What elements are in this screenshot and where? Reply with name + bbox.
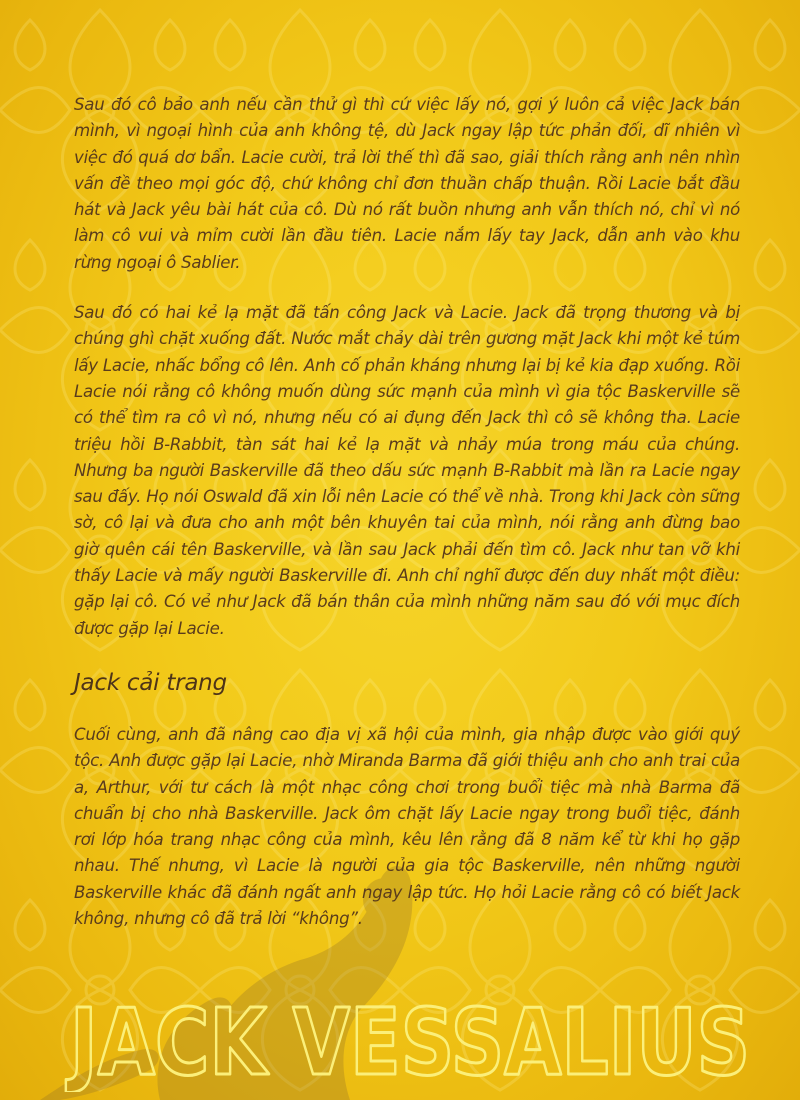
character-name-title [60,992,760,1092]
body-paragraph: Sau đó cô bảo anh nếu cần thử gì thì cứ việc lấy nó, gợi ý luôn cả việc Jack bán mình, vì ngoại hình của anh không tệ, dù Jack ngay lập tức phản đối, dĩ nhiên vì việc đó quá dơ bẩn. Lacie cười, trả lời thế thì đã sao, giải thích rằng anh nên nhìn vấn đề theo mọi góc độ, chứ không chỉ đơn thuần chấp thuận. Rồi Lacie bắt đầu hát và Jack yêu bài hát của cô. Dù nó rất buồn nhưng anh vẫn thích nó, chỉ vì nó làm cô vui và mỉm cười lần đầu tiên. Lacie nắm lấy tay Jack, dẫn anh vào khu rừng ngoại ô Sablier. [74,95,740,272]
article-body [74,92,740,932]
body-paragraph: Sau đó có hai kẻ lạ mặt đã tấn công Jack và Lacie. Jack đã trọng thương và bị chúng ghì chặt xuống đất. Nước mắt chảy dài trên gương mặt Jack khi một kẻ túm lấy Lacie, nhấc bổng cô lên. Anh cố phản kháng nhưng lại bị kẻ kia đạp xuống. Rồi Lacie nói rằng cô không muốn dùng sức mạnh của mình vì gia tộc Baskerville sẽ có thể tìm ra cô vì nó, nhưng nếu có ai đụng đến Jack thì cô sẽ không tha. Lacie triệu hồi B-Rabbit, tàn sát hai kẻ lạ mặt và nhảy múa trong máu của chúng. Nhưng ba người Baskerville đã theo dấu sức mạnh B-Rabbit mà lần ra Lacie ngay sau đấy. Họ nói Oswald đã xin lỗi nên Lacie có thể về nhà. Trong khi Jack còn sững sờ, cô lại và đưa cho anh một bên khuyên tai của mình, nói rằng anh đừng bao giờ quên cái tên Baskerville, và lần sau Jack phải đến tìm cô. Jack như tan vỡ khi thấy Lacie và mấy người Baskerville đi. Anh chỉ nghĩ được đến duy nhất một điều: gặp lại cô. Có vẻ như Jack đã bán thân của mình những năm sau đó với mục đích được gặp lại Lacie. [74,303,740,638]
section-heading: Jack cải trang [74,669,227,696]
title-text: JACK VESSALIUS [65,992,750,1092]
section-paragraph: Cuối cùng, anh đã nâng cao địa vị xã hội của mình, gia nhập được vào giới quý tộc. Anh được gặp lại Lacie, nhờ Miranda Barma đã giới thiệu anh cho anh trai của a, Arthur, với tư cách là một nhạc công chơi trong buổi tiệc mà nhà Barma đã chuẩn bị cho nhà Baskerville. Jack ôm chặt lấy Lacie ngay trong buổi tiệc, đánh rơi lớp hóa trang nhạc công của mình, kêu lên rằng đã 8 năm kể từ khi họ gặp nhau. Thế nhưng, vì Lacie là người của gia tộc Baskerville, nên những người Baskerville khác đã đánh ngất anh ngay lập tức. Họ hỏi Lacie rằng cô có biết Jack không, nhưng cô đã trả lời “không”. [74,724,740,929]
